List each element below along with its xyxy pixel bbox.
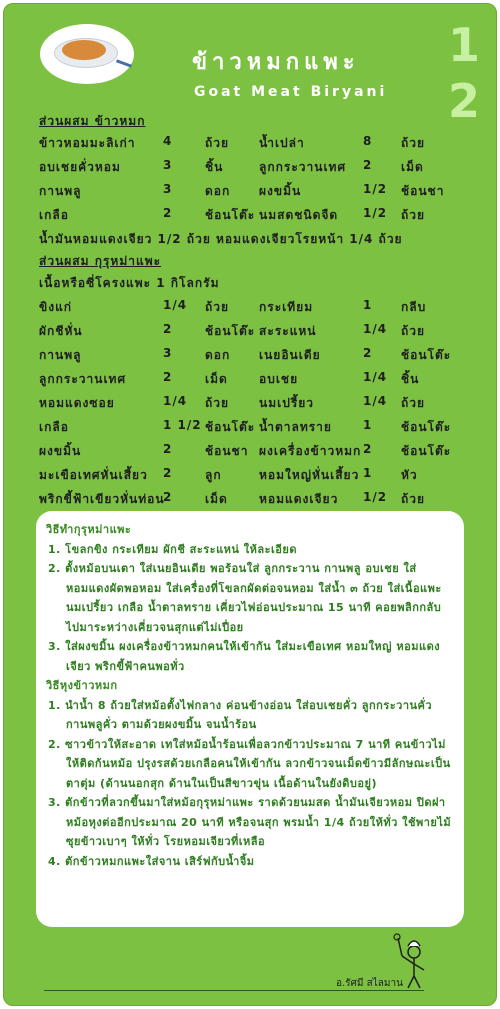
goat-ingredient-cell: เนยอินเดีย — [259, 348, 321, 362]
rice-ingredient-cell: น้ำเปล่า — [259, 136, 305, 150]
goat-ingredient-cell: ผงขมิ้น — [39, 444, 82, 458]
goat-ingredient-cell: ถ้วย — [401, 324, 426, 338]
rice-ingredient-cell: นมสดชนิดจืด — [259, 208, 339, 222]
rice-ingredient-cell: กานพลู — [39, 184, 82, 198]
goat-first-row: เนื้อหรือซี่โครงแพะ 1 กิโลกรัม — [39, 276, 220, 290]
rice-ingredient-cell: เม็ด — [401, 160, 424, 174]
rice-ingredient-cell: ดอก — [205, 184, 231, 198]
title-thai: ข้าวหมกแพะ — [192, 50, 360, 75]
goat-ingredient-cell: ช้อนโต๊ะ — [401, 420, 452, 434]
goat-ingredient-cell: กลีบ — [401, 300, 427, 314]
goat-ingredient-cell: ช้อนโต๊ะ — [205, 324, 256, 338]
goat-ingredient-cell: อบเชย — [259, 372, 299, 386]
goat-ingredient-cell: ช้อนโต๊ะ — [401, 444, 452, 458]
goat-ingredient-cell: ช้อนโต๊ะ — [401, 348, 452, 362]
goat-ingredient-cell: ช้อนโต๊ะ — [205, 420, 256, 434]
recipe-card — [3, 3, 497, 1006]
goat-ingredient-cell: ถ้วย — [205, 396, 230, 410]
rice-ingredient-cell: 4 — [163, 134, 173, 148]
goat-ingredient-cell: 2 — [363, 346, 373, 360]
goat-method-step: 3. ใส่ผงขมิ้น ผงเครื่องข้าวหมกคนให้เข้ากัน ใส่มะเขือเทศ หอมใหญ่ หอมแดงเจียว พริกขี้ฟ้าคนพอทั่ว — [48, 640, 441, 673]
rice-method-step: 2. ซาวข้าวให้สะอาด เทใส่หม้อน้ำร้อนเพื่อลวกข้าวประมาณ 7 นาที คนข้าวไม่ให้ติดก้นหม้อ ปรุงรสด้วยเกลือคนให้เข้ากัน ลวกข้าวจนเม็ดข้าวมีลักษณะเป็นตาตุ่ม (ด้านนอกสุก ด้านในเป็นสีขาวขุ่น เนื้อด้านในยังดิบอยู่) — [48, 737, 451, 790]
method-heading-rice: วิธีหุงข้าวหมก — [46, 679, 118, 692]
title-english: Goat Meat Biryani — [194, 84, 388, 100]
goat-ingredient-cell: ผักชีหั่น — [39, 324, 83, 338]
goat-ingredient-cell: หอมแดงซอย — [39, 396, 115, 410]
page-number-1: 1 — [448, 18, 481, 72]
goat-ingredient-cell: 2 — [163, 322, 173, 336]
goat-ingredient-cell: 1/4 — [363, 370, 388, 384]
goat-ingredient-cell: ถ้วย — [205, 300, 230, 314]
rice-ingredient-cell: อบเชยคั่วหอม — [39, 160, 121, 174]
rice-ingredient-cell: ข้าวหอมมะลิเก่า — [39, 136, 136, 150]
goat-ingredient-cell: หอมใหญ่หั่นเสี้ยว — [259, 468, 360, 482]
goat-ingredient-cell: ขิงแก่ — [39, 300, 73, 314]
goat-ingredient-cell: 3 — [163, 346, 173, 360]
rice-ingredient-cell: ช้อนโต๊ะ — [205, 208, 256, 222]
goat-ingredient-cell: ผงเครื่องข้าวหมก — [259, 444, 362, 458]
goat-ingredient-cell: เม็ด — [205, 372, 228, 386]
goat-ingredient-cell: นมเปรี้ยว — [259, 396, 315, 410]
goat-ingredient-cell: ลูก — [205, 468, 222, 482]
goat-ingredient-cell: ถ้วย — [401, 492, 426, 506]
method-box — [36, 511, 464, 927]
rice-ingredient-cell: 3 — [163, 158, 173, 172]
fork-shape — [116, 59, 132, 67]
rice-ingredient-cell: 1/2 — [363, 206, 388, 220]
rice-shape — [62, 40, 106, 60]
goat-ingredient-cell: 2 — [363, 442, 373, 456]
rice-method-step: 4. ตักข้าวหมกแพะใส่จาน เสิร์ฟกับน้ำจิ้ม — [48, 854, 255, 868]
goat-ingredient-cell: ดอก — [205, 348, 231, 362]
rice-ingredient-cell: เกลือ — [39, 208, 69, 222]
goat-ingredient-cell: ชิ้น — [401, 372, 420, 386]
goat-ingredients-heading: ส่วนผสม กุรุหม่าแพะ — [39, 254, 162, 268]
goat-ingredient-cell: เม็ด — [205, 492, 228, 506]
goat-ingredient-cell: กานพลู — [39, 348, 82, 362]
goat-ingredient-cell: 1 — [363, 298, 373, 312]
goat-ingredient-cell: มะเขือเทศหั่นเสี้ยว — [39, 468, 148, 482]
goat-ingredient-cell: สะระแหน่ — [259, 324, 317, 338]
rice-ingredient-cell: ถ้วย — [401, 136, 426, 150]
rice-ingredient-cell: 1/2 — [363, 182, 388, 196]
goat-ingredient-cell: 1 — [363, 466, 373, 480]
goat-ingredient-cell: ช้อนชา — [205, 444, 249, 458]
goat-ingredient-cell: 1 1/2 — [163, 418, 202, 432]
goat-ingredient-cell: 2 — [163, 442, 173, 456]
rice-ingredient-cell: ถ้วย — [205, 136, 230, 150]
rice-ingredient-cell: ถ้วย — [401, 208, 426, 222]
footer-divider — [44, 990, 424, 991]
goat-ingredient-cell: กระเทียม — [259, 300, 314, 314]
rice-method-step: 3. ตักข้าวที่ลวกขึ้นมาใส่หม้อกุรุหม่าแพะ ราดด้วยนมสด น้ำมันเจียวหอม ปิดฝาหม้อหุงต่ออีกประมาณ 20 นาที หรือจนสุก พรมน้ำ 1/4 ถ้วยให้ทั่ว ใช้พายไม้ซุยข้าวเบาๆ ให้ทั่ว โรยหอมเจียวที่เหลือ — [48, 796, 452, 848]
rice-ingredient-cell: ช้อนชา — [401, 184, 445, 198]
page-number-2: 2 — [448, 74, 481, 128]
rice-ingredient-cell: 3 — [163, 182, 173, 196]
rice-ingredient-cell: 8 — [363, 134, 373, 148]
rice-ingredient-cell: ชิ้น — [205, 160, 224, 174]
goat-ingredient-cell: ลูกกระวานเทศ — [39, 372, 127, 386]
goat-ingredient-cell: น้ำตาลทราย — [259, 420, 332, 434]
goat-method-step: 2. ตั้งหม้อบนเตา ใส่เนยอินเดีย พอร้อนใส่ ลูกกระวาน กานพลู อบเชย ใส่หอมแดงผัดพอหอม ใส่เครื่องที่โขลกผัดต่อจนหอม ใส่น้ำ ๓ ถ้วย ใส่เนื้อแพะ นมเปรี้ยว เกลือ น้ำตาลทราย เคี่ยวไฟอ่อนประมาณ 15 นาที คอยพลิกกลับไปมาระหว่างเคี่ยวจนสุกแต่ไม่เปื่อย — [48, 562, 442, 634]
goat-ingredient-cell: พริกขี้ฟ้าเขียวหั่นท่อน — [39, 492, 165, 506]
rice-ingredient-cell: ผงขมิ้น — [259, 184, 302, 198]
biryani-plate-image — [40, 24, 134, 84]
goat-method-step: 1. โขลกขิง กระเทียม ผักชี สะระแหน่ ให้ละเอียด — [48, 542, 297, 556]
goat-ingredient-cell: 1/4 — [363, 322, 388, 336]
goat-ingredient-cell: 2 — [163, 370, 173, 384]
rice-ingredient-cell: 2 — [163, 206, 173, 220]
rice-ingredient-cell: ลูกกระวานเทศ — [259, 160, 347, 174]
goat-ingredient-cell: 1 — [363, 418, 373, 432]
rice-method-step: 1. นำน้ำ 8 ถ้วยใส่หม้อตั้งไฟกลาง ค่อนข้างอ่อน ใส่อบเชยคั่ว ลูกกระวานคั่ว กานพลูคั่ว ตามด้วยผงขมิ้น จนน้ำร้อน — [48, 698, 433, 731]
rice-steps — [46, 696, 454, 872]
rice-ingredient-cell: 2 — [363, 158, 373, 172]
goat-ingredient-cell: 1/2 — [363, 490, 388, 504]
goat-ingredient-cell: หัว — [401, 468, 418, 482]
goat-ingredient-cell: หอมแดงเจียว — [259, 492, 339, 506]
author-signature: อ.รัศมี สไลมาน — [336, 978, 403, 989]
rice-ingredients-heading: ส่วนผสม ข้าวหมก — [39, 114, 146, 128]
goat-ingredient-cell: 2 — [163, 466, 173, 480]
method-heading-goat: วิธีทำกุรุหม่าแพะ — [46, 523, 132, 536]
rice-ingredient-long-row: น้ำมันหอมแดงเจียว 1/2 ถ้วย หอมแดงเจียวโรยหน้า 1/4 ถ้วย — [39, 232, 403, 246]
goat-ingredient-cell: 1/4 — [163, 394, 188, 408]
goat-ingredient-cell: เกลือ — [39, 420, 69, 434]
goat-ingredient-cell: 2 — [163, 490, 173, 504]
goat-steps — [46, 540, 454, 677]
goat-ingredient-cell: 1/4 — [163, 298, 188, 312]
goat-ingredient-cell: ถ้วย — [401, 396, 426, 410]
goat-ingredient-cell: 1/4 — [363, 394, 388, 408]
